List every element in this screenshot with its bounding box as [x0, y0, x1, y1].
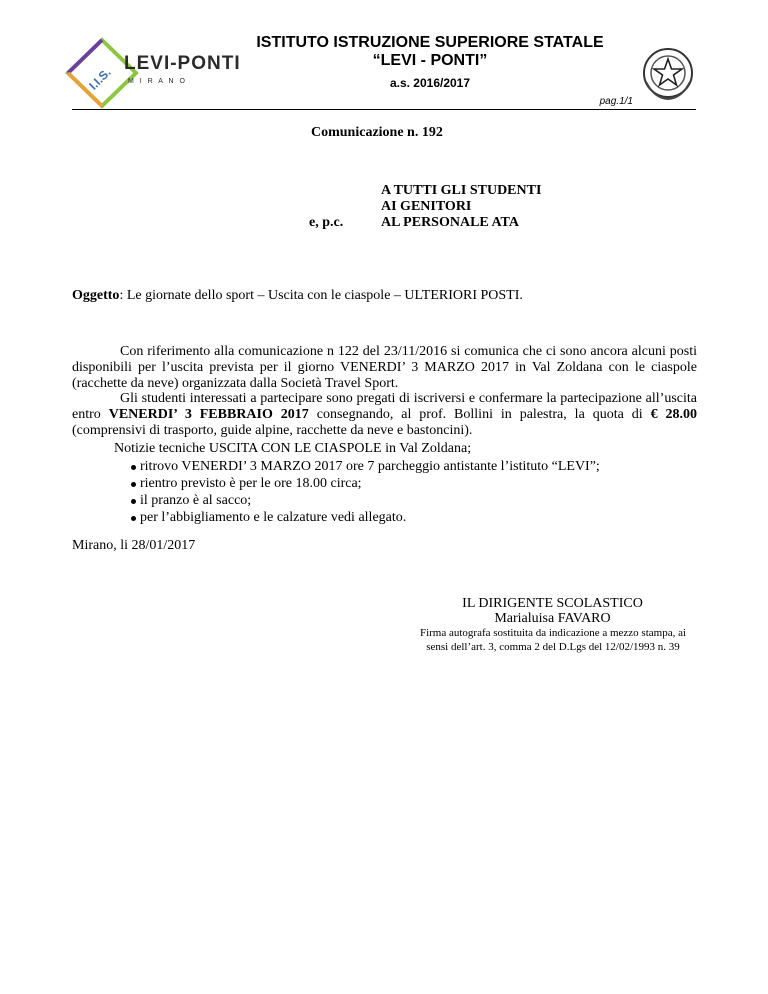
republic-emblem-icon: [640, 44, 696, 102]
para2-text: (comprensivi di trasporto, guide alpine, racchette da neve e bastoncini).: [72, 423, 473, 438]
bullet-icon: [131, 516, 136, 521]
logo-mark-text: I.I.S.: [86, 65, 114, 93]
school-year: a.s. 2016/2017: [389, 76, 471, 90]
list-item-text: per l’abbigliamento e le calzature vedi allegato.: [140, 510, 407, 525]
cc-label: e, p.c.: [309, 215, 344, 230]
recipient: A TUTTI GLI STUDENTI: [381, 183, 542, 198]
body-paragraph-1: Con riferimento alla comunicazione n 122 del 23/11/2016 si comunica che ci sono ancora alcuni posti disponibili per l’uscita prevista per il giorno VENERDI’ 3 MARZO 2017 in Val Zoldana con le ciaspole (racchette da neve) organizzata dalla Società Travel Sport.: [72, 344, 697, 391]
page-number: pag.1/1: [599, 96, 633, 107]
school-name: ISTITUTO ISTRUZIONE SUPERIORE STATALE: [256, 34, 604, 51]
deadline-date: VENERDI’ 3 FEBBRAIO 2017: [108, 407, 309, 422]
tech-notes-title: Notizie tecniche USCITA CON LE CIASPOLE in Val Zoldana;: [114, 441, 472, 456]
list-item: [114, 458, 600, 475]
bullet-icon: [131, 465, 136, 470]
place-date: Mirano, li 28/01/2017: [72, 538, 196, 553]
fee-amount: € 28.00: [650, 407, 698, 422]
logo-subtext: M I R A N O: [128, 78, 187, 85]
list-item: [114, 492, 600, 509]
signature-note-line: Firma autografa sostituita da indicazione a mezzo stampa, ai: [419, 627, 687, 639]
signatory-role: IL DIRIGENTE SCOLASTICO: [462, 596, 643, 611]
para2-text: Gli studenti interessati a partecipare sono pregati di iscriversi e confermare la partecipazione all’uscita entro: [72, 391, 697, 422]
logo-text: LEVI-PONTI: [124, 53, 241, 74]
subject-label: Oggetto: [72, 288, 120, 303]
recipient: AI GENITORI: [381, 199, 472, 214]
list-item: [114, 509, 600, 526]
subject-text: : Le giornate dello sport – Uscita con le ciaspole – ULTERIORI POSTI.: [119, 288, 523, 303]
recipient: AL PERSONALE ATA: [381, 215, 519, 230]
bullet-icon: [131, 499, 136, 504]
school-subtitle: “LEVI - PONTI”: [372, 52, 488, 69]
recipients-list: [381, 183, 541, 231]
para2-text: consegnando, al prof. Bollini in palestra, la quota di: [308, 407, 651, 422]
tech-notes-list: [114, 458, 600, 526]
list-item: [114, 475, 600, 492]
bullet-icon: [131, 482, 136, 487]
signature-note-line: sensi dell’art. 3, comma 2 del D.Lgs del 12/02/1993 n. 39: [426, 641, 680, 653]
subject-line: [72, 288, 523, 304]
list-item-text: il pranzo è al sacco;: [140, 493, 252, 508]
body-paragraph-2: [72, 391, 697, 439]
list-item-text: rientro previsto è per le ore 18.00 circa;: [140, 476, 362, 491]
header-divider: [72, 109, 696, 110]
signatory-name: Marialuisa FAVARO: [494, 611, 611, 626]
signature-note: [388, 626, 718, 654]
communication-number: Comunicazione n. 192: [311, 125, 443, 140]
list-item-text: ritrovo VENERDI’ 3 MARZO 2017 ore 7 parcheggio antistante l’istituto “LEVI”;: [140, 459, 600, 474]
school-logo: [66, 38, 241, 108]
